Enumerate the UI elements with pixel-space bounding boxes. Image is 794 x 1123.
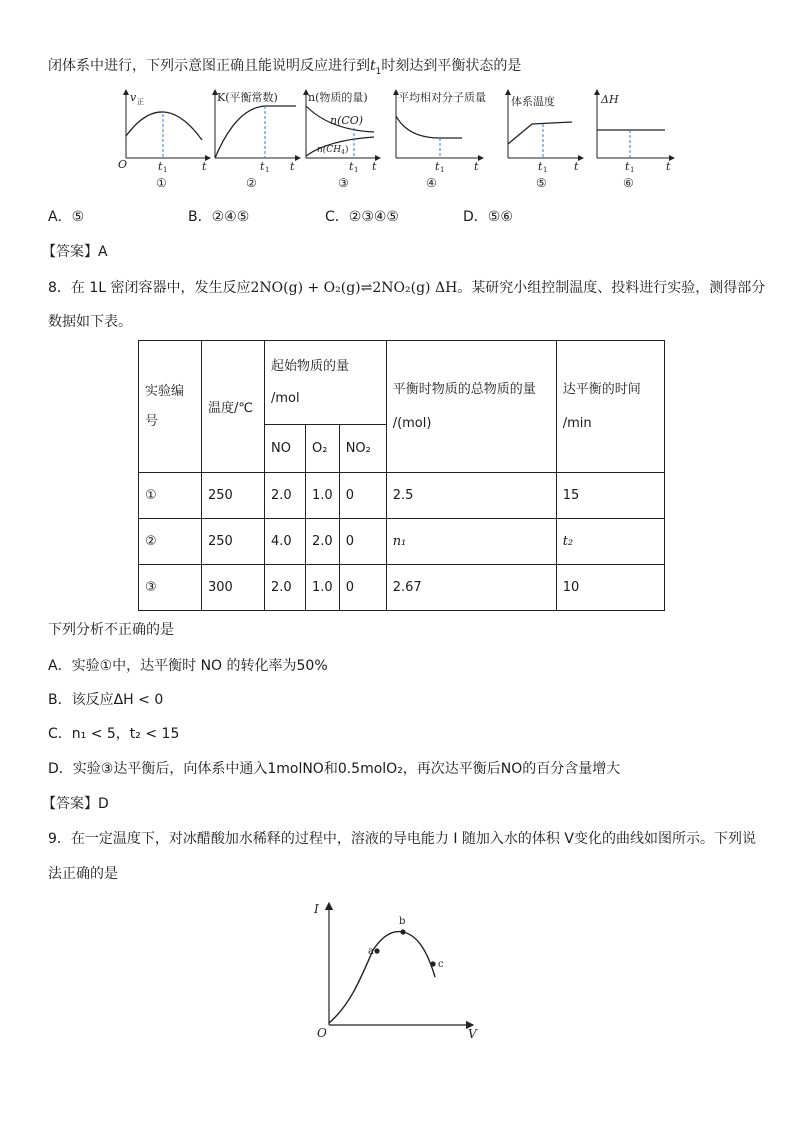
table-cell: t₂ xyxy=(556,519,664,565)
graph-1-num: ① xyxy=(156,176,167,190)
q8-option-c: C．n₁ < 5，t₂ < 15 xyxy=(48,726,180,742)
graph-6 xyxy=(597,90,674,190)
graph-4-curve xyxy=(396,116,462,138)
graph-2-t1: t xyxy=(260,160,265,173)
table-header-start xyxy=(265,341,387,425)
graph-3-curve2-sub: 4 xyxy=(341,149,345,156)
graph-2-xlabel: t xyxy=(290,160,295,173)
table-header-no: NO xyxy=(265,425,306,473)
table-header-total-a: 平衡时物质的总物质的量 xyxy=(392,381,536,397)
graph-2-ylabel: K(平衡常数) xyxy=(217,91,278,104)
table-cell: 2.67 xyxy=(386,565,556,611)
table-cell: 0 xyxy=(339,565,386,611)
table-cell: 0 xyxy=(339,473,386,519)
q8-data-table xyxy=(138,340,665,611)
q7-option-d: D．⑤⑥ xyxy=(463,209,513,225)
graph-5-t1: t xyxy=(538,160,543,173)
graph-2-num: ② xyxy=(246,176,257,190)
graph-3-t1: t xyxy=(349,160,354,173)
q7-stem-t-sub: 1 xyxy=(375,66,382,77)
q9-xaxis-label: V xyxy=(468,1027,477,1041)
graph-3-t1-sub: 1 xyxy=(354,166,359,174)
graph-2 xyxy=(215,90,300,190)
q8-stem-part-b: 。某研究小组控制温度、投料进行实验，测得部分 xyxy=(457,280,766,296)
graph-1-xlabel: t xyxy=(202,160,207,173)
graph-1-ylabel: v xyxy=(130,91,137,104)
table-cell: 2.0 xyxy=(265,473,306,519)
graph-3-curve1-label: n(CO) xyxy=(330,114,364,127)
table-cell: 1.0 xyxy=(306,473,340,519)
q8-option-d: D．实验③达平衡后，向体系中通入1molNO和0.5molO₂，再次达平衡后NO的百分含量增大 xyxy=(48,761,621,777)
graph-4-t1: t xyxy=(435,160,440,173)
table-row xyxy=(139,473,665,519)
q9-point-b xyxy=(400,929,405,934)
q8-prompt: 下列分析不正确的是 xyxy=(48,622,174,638)
graph-6-ylabel: ΔH xyxy=(601,93,619,106)
q7-answer: 【答案】A xyxy=(42,244,108,260)
table-header-temp: 温度/℃ xyxy=(202,341,265,473)
table-cell: 0 xyxy=(339,519,386,565)
q9-figure-svg xyxy=(305,895,495,1045)
q7-option-a: A．⑤ xyxy=(48,209,85,225)
graph-4-xlabel: t xyxy=(474,160,479,173)
table-cell: 250 xyxy=(202,519,265,565)
table-row xyxy=(139,519,665,565)
table-cell: 300 xyxy=(202,565,265,611)
table-cell: ③ xyxy=(139,565,202,611)
table-header-exp: 实验编号 xyxy=(139,341,202,473)
table-cell: 1.0 xyxy=(306,565,340,611)
q9-curve xyxy=(329,932,435,1023)
table-cell: 4.0 xyxy=(265,519,306,565)
table-header-start-a: 起始物质的量 xyxy=(271,358,350,374)
graph-6-t1-sub: 1 xyxy=(630,166,635,174)
graph-1-curve xyxy=(126,112,202,140)
graph-4-t1-sub: 1 xyxy=(440,166,445,174)
table-header-no2: NO₂ xyxy=(339,425,386,473)
q7-stem-t: t xyxy=(370,58,376,74)
q9-label-b: b xyxy=(399,916,406,927)
graph-1 xyxy=(118,90,210,190)
table-header-time-b: /min xyxy=(562,415,592,431)
graph-3-curve2-label: n(CH xyxy=(317,145,342,155)
q7-stem-part-a: 闭体系中进行，下列示意图正确且能说明反应进行到 xyxy=(48,58,370,74)
table-header-total-b: /(mol) xyxy=(392,415,432,431)
q9-origin: O xyxy=(317,1026,327,1040)
graph-5-num: ⑤ xyxy=(536,176,547,190)
table-cell: ② xyxy=(139,519,202,565)
q8-equation: 2NO(g) + O₂(g)⇌2NO₂(g) ΔH xyxy=(250,280,458,296)
table-cell: 15 xyxy=(556,473,664,519)
table-cell: 2.0 xyxy=(306,519,340,565)
graph-1-origin: O xyxy=(118,158,128,171)
q9-point-c xyxy=(430,961,435,966)
table-row xyxy=(139,565,665,611)
table-cell: 2.0 xyxy=(265,565,306,611)
graph-5 xyxy=(508,90,583,190)
table-header-o2: O₂ xyxy=(306,425,340,473)
graph-4-num: ④ xyxy=(426,176,437,190)
graph-1-ylabel-sub: 正 xyxy=(137,98,144,106)
graph-3-num: ③ xyxy=(338,176,349,190)
q7-stem-part-b: 时刻达到平衡状态的是 xyxy=(381,58,522,74)
table-header-start-b: /mol xyxy=(271,390,300,406)
graph-5-t1-sub: 1 xyxy=(543,166,548,174)
table-header-time-a: 达平衡的时间 xyxy=(562,381,641,397)
q9-stem-line2: 法正确的是 xyxy=(48,866,118,882)
q7-option-c: C．②③④⑤ xyxy=(325,209,399,225)
q8-option-b: B．该反应ΔH < 0 xyxy=(48,692,164,708)
q7-graphs-svg xyxy=(118,88,678,193)
graph-3-ylabel: n(物质的量) xyxy=(308,91,368,104)
graph-3 xyxy=(306,90,380,190)
table-cell: n₁ xyxy=(386,519,556,565)
q8-stem-line2: 数据如下表。 xyxy=(48,314,132,330)
q9-yaxis-label: I xyxy=(314,902,319,916)
graph-2-t1-sub: 1 xyxy=(265,166,270,174)
q8-option-a: A．实验①中，达平衡时 NO 的转化率为50% xyxy=(48,658,328,674)
graph-6-t1: t xyxy=(625,160,630,173)
q8-answer: 【答案】D xyxy=(42,796,109,812)
graph-4 xyxy=(396,90,486,190)
q9-figure xyxy=(305,895,495,1045)
graph-5-curve xyxy=(508,122,572,144)
graph-3-curve2-close: ) xyxy=(345,145,349,155)
q8-stem-line1 xyxy=(48,278,765,298)
graph-6-xlabel: t xyxy=(666,160,671,173)
graph-5-ylabel: 体系温度 xyxy=(511,95,555,108)
q9-label-c: c xyxy=(438,959,444,970)
graph-3-xlabel: t xyxy=(372,160,377,173)
graph-1-t1: t xyxy=(158,160,163,173)
table-cell: ① xyxy=(139,473,202,519)
table-header-total xyxy=(386,341,556,473)
table-cell: 2.5 xyxy=(386,473,556,519)
table-cell: 10 xyxy=(556,565,664,611)
q9-point-a xyxy=(374,948,379,953)
graph-6-num: ⑥ xyxy=(623,176,634,190)
q7-option-b: B．②④⑤ xyxy=(188,209,250,225)
q7-graphs xyxy=(118,88,678,193)
graph-2-curve xyxy=(215,106,296,158)
graph-5-xlabel: t xyxy=(574,160,579,173)
q7-stem xyxy=(48,56,521,82)
q8-stem-part-a: 8．在 1L 密闭容器中，发生反应 xyxy=(48,280,251,296)
table-header-time xyxy=(556,341,664,473)
q9-label-a: a xyxy=(368,946,374,957)
q9-stem-line1: 9．在一定温度下，对冰醋酸加水稀释的过程中，溶液的导电能力 I 随加入水的体积 V变化的曲线如图所示。下列说 xyxy=(48,831,756,847)
graph-1-t1-sub: 1 xyxy=(163,166,168,174)
graph-4-ylabel: 平均相对分子质量 xyxy=(398,91,486,104)
table-cell: 250 xyxy=(202,473,265,519)
